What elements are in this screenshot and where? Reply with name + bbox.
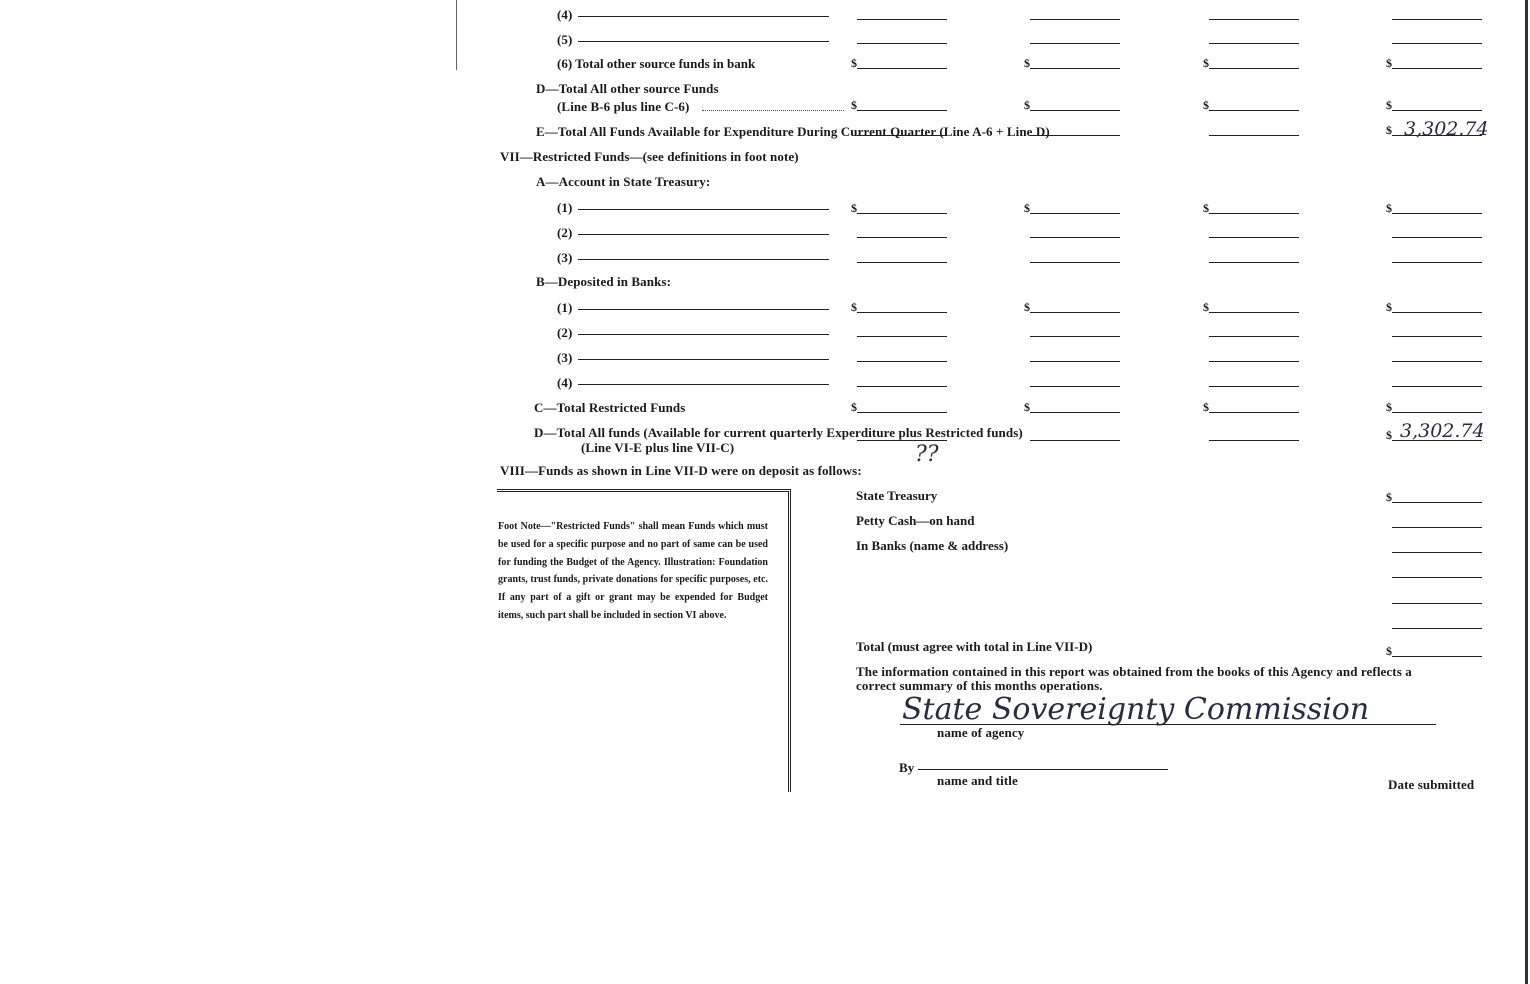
dollar-sign: $ bbox=[851, 56, 857, 70]
line-c4-label: (4) bbox=[557, 7, 573, 22]
vii-b4-entry bbox=[578, 384, 829, 385]
dollar-sign: $ bbox=[1386, 56, 1392, 70]
vii-a-label: A—Account in State Treasury: bbox=[536, 174, 711, 189]
dollar-sign: $ bbox=[1203, 56, 1209, 70]
vii-b2-label: (2) bbox=[557, 325, 573, 340]
amount-blank-line bbox=[857, 440, 947, 441]
dollar-sign: $ bbox=[851, 98, 857, 112]
scan-edge bbox=[1525, 0, 1528, 984]
line-c4-entry bbox=[578, 16, 829, 17]
vii-b2-entry bbox=[578, 334, 829, 335]
amount-blank-line bbox=[1030, 213, 1120, 214]
dollar-sign: $ bbox=[1024, 201, 1030, 215]
vii-a3-label: (3) bbox=[557, 250, 573, 265]
amount-blank-line bbox=[1030, 237, 1120, 238]
dollar-sign: $ bbox=[1203, 300, 1209, 314]
dollar-sign: $ bbox=[851, 400, 857, 414]
dollar-sign: $ bbox=[1386, 428, 1392, 442]
vii-a2-label: (2) bbox=[557, 225, 573, 240]
amount-blank-line bbox=[1392, 237, 1482, 238]
amount-blank-line bbox=[1392, 502, 1482, 503]
name-and-title-label: name and title bbox=[937, 773, 1018, 788]
amount-blank-line bbox=[1392, 361, 1482, 362]
amount-blank-line bbox=[857, 213, 947, 214]
vii-b-label: B—Deposited in Banks: bbox=[536, 274, 672, 289]
amount-blank-line bbox=[1030, 19, 1120, 20]
amount-blank-line bbox=[857, 68, 947, 69]
amount-blank-line bbox=[1030, 361, 1120, 362]
line-d-leader bbox=[702, 110, 844, 111]
dollar-sign: $ bbox=[1386, 300, 1392, 314]
line-d-sub: (Line B-6 plus line C-6) bbox=[557, 99, 690, 114]
amount-blank-line bbox=[1392, 603, 1482, 604]
dollar-sign: $ bbox=[1386, 123, 1392, 137]
amount-blank-line bbox=[1392, 110, 1482, 111]
dollar-sign: $ bbox=[1024, 56, 1030, 70]
line-d-label: D—Total All other source Funds bbox=[536, 81, 719, 96]
amount-blank-line bbox=[857, 336, 947, 337]
amount-blank-line bbox=[1392, 336, 1482, 337]
name-of-agency-label: name of agency bbox=[937, 725, 1025, 740]
section-viii-title: VIII—Funds as shown in Line VII-D were on deposit as follows: bbox=[500, 463, 862, 478]
dollar-sign: $ bbox=[851, 201, 857, 215]
amount-blank-line bbox=[857, 110, 947, 111]
vii-a3-entry bbox=[578, 259, 829, 260]
dollar-sign: $ bbox=[1386, 400, 1392, 414]
total-line-label: Total (must agree with total in Line VII-D) bbox=[856, 639, 1093, 654]
amount-blank-line bbox=[1030, 336, 1120, 337]
by-signature-line bbox=[918, 769, 1168, 770]
amount-blank-line bbox=[1030, 262, 1120, 263]
scan-mark bbox=[456, 0, 457, 70]
agency-signature: State Sovereignty Commission bbox=[902, 692, 1370, 727]
line-c6-label: (6) Total other source funds in bank bbox=[557, 56, 756, 71]
vii-b3-label: (3) bbox=[557, 350, 573, 365]
dollar-sign: $ bbox=[1024, 300, 1030, 314]
vii-b1-entry bbox=[578, 309, 829, 310]
vii-d-label: D—Total All funds (Available for current quarterly Experditure plus Restricted funds) bbox=[534, 425, 1023, 440]
amount-blank-line bbox=[857, 386, 947, 387]
amount-blank-line bbox=[857, 237, 947, 238]
vii-a1-label: (1) bbox=[557, 200, 573, 215]
handwritten-total-available: 3,302.74 bbox=[1404, 118, 1489, 140]
amount-blank-line bbox=[1209, 213, 1299, 214]
amount-blank-line bbox=[1392, 552, 1482, 553]
in-banks-label: In Banks (name & address) bbox=[856, 538, 1009, 553]
amount-blank-line bbox=[1392, 656, 1482, 657]
amount-blank-line bbox=[1030, 135, 1120, 136]
amount-blank-line bbox=[857, 135, 947, 136]
amount-blank-line bbox=[1030, 440, 1120, 441]
line-c5-entry bbox=[578, 41, 829, 42]
certify-line-2: correct summary of this months operations. bbox=[856, 678, 1103, 693]
line-e-label: E—Total All Funds Available for Expenditure During Current Quarter (Line A-6 + Line D) bbox=[536, 124, 1050, 139]
amount-blank-line bbox=[1392, 19, 1482, 20]
amount-blank-line bbox=[1392, 628, 1482, 629]
amount-blank-line bbox=[1209, 336, 1299, 337]
amount-blank-line bbox=[1030, 386, 1120, 387]
dollar-sign: $ bbox=[1386, 201, 1392, 215]
amount-blank-line bbox=[1392, 412, 1482, 413]
dollar-sign: $ bbox=[851, 300, 857, 314]
amount-blank-line bbox=[1209, 110, 1299, 111]
amount-blank-line bbox=[1030, 110, 1120, 111]
amount-blank-line bbox=[857, 412, 947, 413]
amount-blank-line bbox=[857, 262, 947, 263]
amount-blank-line bbox=[1209, 43, 1299, 44]
amount-blank-line bbox=[1209, 386, 1299, 387]
vii-b3-entry bbox=[578, 359, 829, 360]
line-c5-label: (5) bbox=[557, 32, 573, 47]
amount-blank-line bbox=[1209, 19, 1299, 20]
dollar-sign: $ bbox=[1386, 644, 1392, 658]
state-treasury-label: State Treasury bbox=[856, 488, 938, 503]
amount-blank-line bbox=[1209, 262, 1299, 263]
amount-blank-line bbox=[857, 312, 947, 313]
amount-blank-line bbox=[1209, 412, 1299, 413]
amount-blank-line bbox=[1209, 440, 1299, 441]
amount-blank-line bbox=[1209, 68, 1299, 69]
dollar-sign: $ bbox=[1386, 490, 1392, 504]
certify-line-1: The information contained in this report was obtained from the books of this Agency and reflects a bbox=[856, 664, 1412, 679]
dollar-sign: $ bbox=[1024, 400, 1030, 414]
amount-blank-line bbox=[857, 19, 947, 20]
amount-blank-line bbox=[1392, 386, 1482, 387]
by-label: By bbox=[899, 760, 915, 775]
dollar-sign: $ bbox=[1386, 98, 1392, 112]
vii-b4-label: (4) bbox=[557, 375, 573, 390]
amount-blank-line bbox=[1392, 43, 1482, 44]
amount-blank-line bbox=[857, 361, 947, 362]
amount-blank-line bbox=[857, 43, 947, 44]
amount-blank-line bbox=[1209, 135, 1299, 136]
margin-mark: ?? bbox=[915, 442, 939, 467]
dollar-sign: $ bbox=[1203, 400, 1209, 414]
section-vii-title: VII—Restricted Funds—(see definitions in foot note) bbox=[500, 149, 799, 164]
amount-blank-line bbox=[1030, 412, 1120, 413]
amount-blank-line bbox=[1392, 312, 1482, 313]
vii-d-sub: (Line VI-E plus line VII-C) bbox=[581, 440, 735, 455]
amount-blank-line bbox=[1030, 312, 1120, 313]
amount-blank-line bbox=[1209, 312, 1299, 313]
amount-blank-line bbox=[1392, 577, 1482, 578]
handwritten-total-all-funds: 3,302.74 bbox=[1400, 420, 1485, 442]
vii-a1-entry bbox=[578, 209, 829, 210]
amount-blank-line bbox=[1030, 68, 1120, 69]
vii-b1-label: (1) bbox=[557, 300, 573, 315]
date-submitted-label: Date submitted bbox=[1388, 777, 1475, 792]
vii-c-label: C—Total Restricted Funds bbox=[534, 400, 686, 415]
amount-blank-line bbox=[1392, 68, 1482, 69]
amount-blank-line bbox=[1209, 361, 1299, 362]
amount-blank-line bbox=[1392, 527, 1482, 528]
amount-blank-line bbox=[1392, 213, 1482, 214]
amount-blank-line bbox=[1030, 43, 1120, 44]
dollar-sign: $ bbox=[1203, 98, 1209, 112]
vii-a2-entry bbox=[578, 234, 829, 235]
dollar-sign: $ bbox=[1203, 201, 1209, 215]
footnote-text: Foot Note—"Restricted Funds" shall mean Funds which must be used for a specific purpose and no part of same can be used for funding the Budget of the Agency. Illustration: Foundation grants, trust funds, private donations for specific purposes, etc. If any part of a gift or grant may be expended for Budget items, such part shall be included in section VI above. bbox=[498, 521, 768, 621]
amount-blank-line bbox=[1209, 237, 1299, 238]
amount-blank-line bbox=[1392, 262, 1482, 263]
dollar-sign: $ bbox=[1024, 98, 1030, 112]
petty-cash-label: Petty Cash—on hand bbox=[856, 513, 975, 528]
